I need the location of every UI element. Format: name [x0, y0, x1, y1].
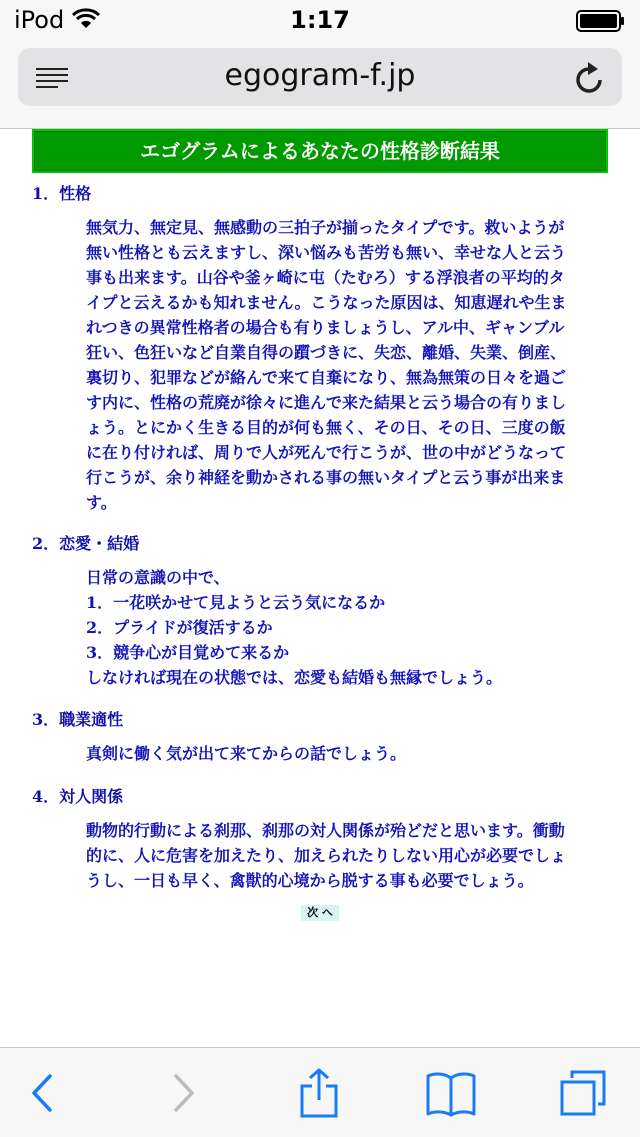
battery-icon	[576, 10, 626, 32]
browser-header	[0, 40, 640, 129]
section-title-relationships: 4．対人関係	[32, 787, 124, 806]
text-line: 日常の意識の中で、	[86, 568, 230, 587]
url-text[interactable]: egogram-f.jp	[224, 58, 416, 93]
device-name: iPod	[14, 6, 65, 34]
text-line: 的に、人に危害を加えたり、加えられたりしない用心が必要でしょ	[86, 846, 567, 865]
status-bar	[0, 0, 640, 40]
text-line: 真剣に働く気が出て来てからの話でしょう。	[86, 744, 407, 763]
relationships-text	[86, 818, 578, 893]
text-line: 裏切り、犯罪などが絡んで来て自棄になり、無為無策の日々を過ご	[86, 368, 567, 387]
page-title-banner: エゴグラムによるあなたの性格診断結果	[32, 129, 608, 173]
forward-icon[interactable]	[158, 1068, 208, 1118]
text-line: 1．一花咲かせて見ようと云う気になるか	[86, 593, 386, 612]
text-line: 事も出来ます。山谷や釜ヶ崎に屯（たむろ）する浮浪者の平均的タ	[86, 268, 565, 287]
address-bar[interactable]	[18, 48, 622, 106]
section-title-love-marriage: 2．恋愛・結婚	[32, 534, 140, 553]
back-icon[interactable]	[18, 1068, 68, 1118]
text-line: 無い性格とも云えますし、深い悩みも苦労も無い、幸せな人と云う	[86, 243, 567, 262]
text-line: す内に、性格の荒廃が徐々に進んで来た結果と云う場合の有りまし	[86, 393, 567, 412]
text-line: 3．競争心が目覚めて来るか	[86, 643, 290, 662]
page-content	[0, 129, 640, 1047]
text-line: に在り付ければ、周りで人が死んで行こうが、世の中がどうなって	[86, 443, 567, 462]
text-line: 狂い、色狂いなど自業自得の躓づきに、失恋、離婚、失業、倒産、	[86, 343, 567, 362]
text-line: しなければ現在の状態では、恋愛も結婚も無縁でしょう。	[86, 668, 503, 687]
job-aptitude-text	[86, 741, 578, 766]
text-line: 行こうが、余り神経を動かされる事の無いタイプと云う事が出来ま	[86, 468, 566, 487]
browser-toolbar	[0, 1047, 640, 1137]
text-line: イプと云えるかも知れません。こうなった原因は、知恵遅れや生ま	[86, 293, 567, 312]
text-line: ょう。とにかく生きる目的が何も無く、その日、その日、三度の飯	[86, 418, 566, 437]
text-line: 無気力、無定見、無感動の三拍子が揃ったタイプです。救いようが	[86, 218, 565, 237]
text-line: す。	[86, 493, 117, 512]
next-button[interactable]: 次 へ	[301, 905, 339, 921]
text-line: 動物的行動による刹那、刹那の対人関係が殆どだと思います。衝動	[86, 821, 565, 840]
section-title-personality: 1．性格	[32, 184, 92, 203]
share-icon[interactable]	[294, 1068, 344, 1118]
love-marriage-text	[86, 565, 578, 690]
text-line: 2．プライドが復活するか	[86, 618, 273, 637]
tabs-icon[interactable]	[558, 1068, 608, 1118]
bookmarks-icon[interactable]	[426, 1068, 476, 1118]
reload-icon[interactable]	[574, 60, 606, 94]
personality-text	[86, 215, 578, 515]
text-line: れつきの異常性格者の場合も有りましょうし、アル中、ギャンブル	[86, 318, 565, 337]
status-time: 1:17	[290, 6, 350, 34]
text-line: うし、一日も早く、禽獣的心境から脱する事も必要でしょう。	[86, 871, 534, 890]
section-title-job-aptitude: 3．職業適性	[32, 710, 124, 729]
